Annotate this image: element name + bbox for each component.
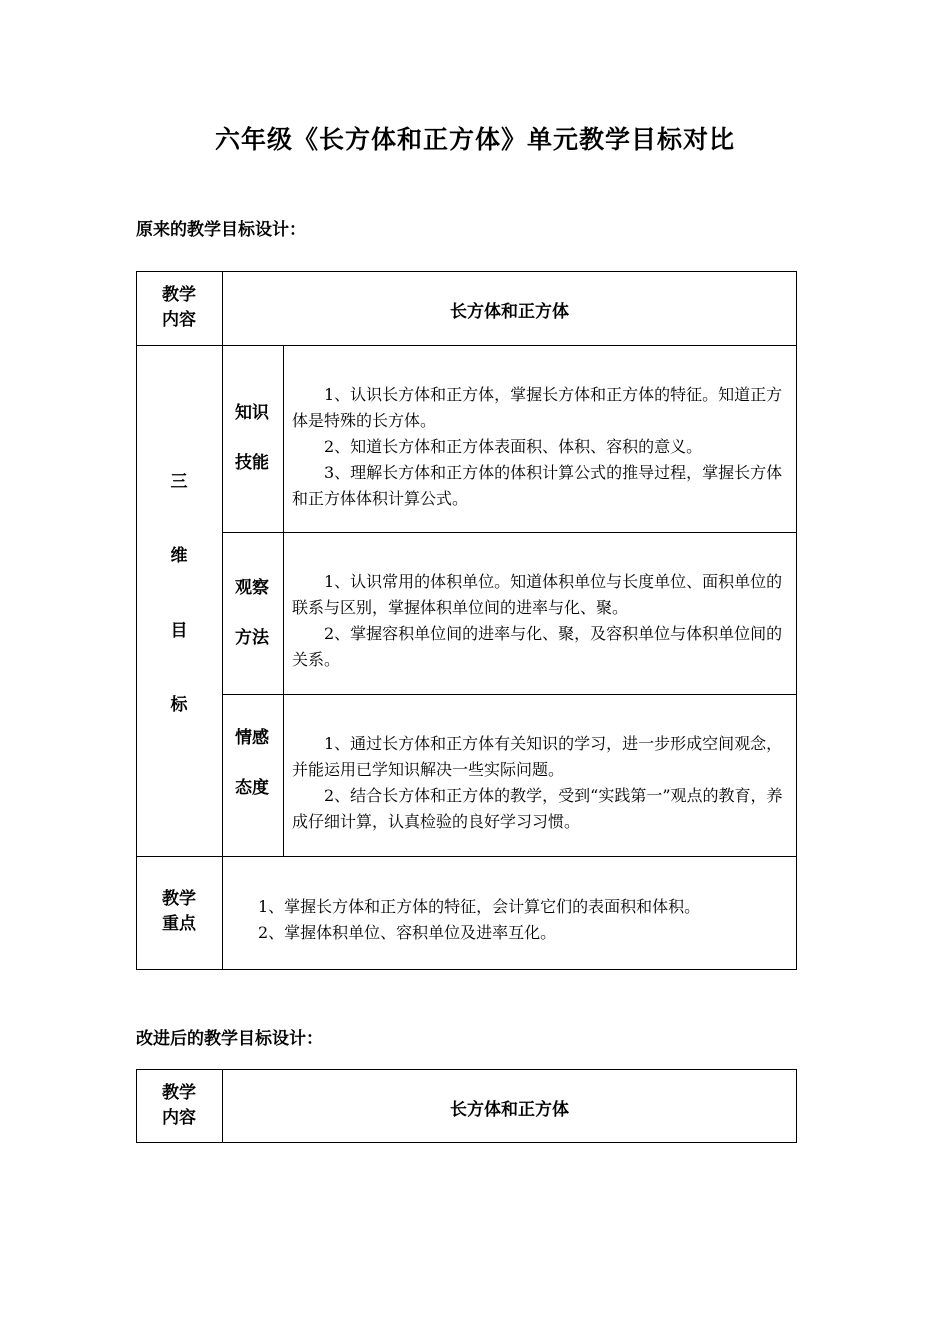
page-title: 六年级《长方体和正方体》单元教学目标对比: [214, 125, 735, 154]
improved-content-value: 长方体和正方体: [450, 1100, 569, 1120]
key-points-text: [258, 894, 788, 946]
table-column-divider: [283, 345, 284, 856]
table-border-top: [136, 1069, 797, 1070]
table-row-divider: [136, 345, 797, 346]
emotion-attitude-label: 情感 态度: [235, 728, 269, 798]
content-label: 教学 内容: [162, 285, 196, 330]
original-design-heading: 原来的教学目标设计：: [136, 220, 306, 240]
list-item: 2、知道长方体和正方体表面积、体积、容积的意义。: [324, 437, 703, 456]
list-item: 1、认识长方体和正方体，掌握长方体和正方体的特征。知道正方体是特殊的长方体。: [292, 385, 783, 430]
knowledge-skills-text: [292, 382, 789, 512]
list-item: 1、认识常用的体积单位。知道体积单位与长度单位、面积单位的联系与区别，掌握体积单位间的进率与化、聚。: [292, 572, 783, 617]
key-points-label: 教学 重点: [162, 889, 196, 934]
list-item: 3、理解长方体和正方体的体积计算公式的推导过程，掌握长方体和正方体体积计算公式。: [292, 463, 783, 508]
dimension-char: 目: [170, 621, 188, 641]
list-item: 2、掌握体积单位、容积单位及进率互化。: [258, 923, 557, 942]
improved-content-label: 教学 内容: [162, 1083, 196, 1128]
table-row-divider: [136, 856, 797, 857]
observation-method-text: [292, 569, 789, 673]
table-border-bottom: [136, 969, 797, 970]
list-item: 2、结合长方体和正方体的教学，受到“实践第一”观点的教育，养成仔细计算，认真检验的良好学习习惯。: [292, 786, 783, 831]
improved-design-heading: 改进后的教学目标设计：: [136, 1029, 323, 1049]
table-border-bottom: [136, 1142, 797, 1143]
content-value: 长方体和正方体: [450, 302, 569, 322]
observation-method-label: 观察 方法: [235, 578, 269, 648]
dimension-char: 三: [170, 472, 188, 492]
table-border-right: [796, 271, 797, 970]
knowledge-skills-label: 知识 技能: [235, 403, 269, 473]
list-item: 1、掌握长方体和正方体的特征，会计算它们的表面积和体积。: [258, 897, 701, 916]
list-item: 2、掌握容积单位间的进率与化、聚，及容积单位与体积单位间的关系。: [292, 624, 783, 669]
emotion-attitude-text: [292, 731, 789, 835]
dimension-char: 维: [170, 546, 188, 566]
table-row-divider: [222, 694, 797, 695]
table-row-divider: [222, 532, 797, 533]
dimension-char: 标: [170, 695, 188, 715]
list-item: 1、通过长方体和正方体有关知识的学习，进一步形成空间观念，并能运用已学知识解决一些实际问题。: [292, 734, 783, 779]
table-border-top: [136, 271, 797, 272]
